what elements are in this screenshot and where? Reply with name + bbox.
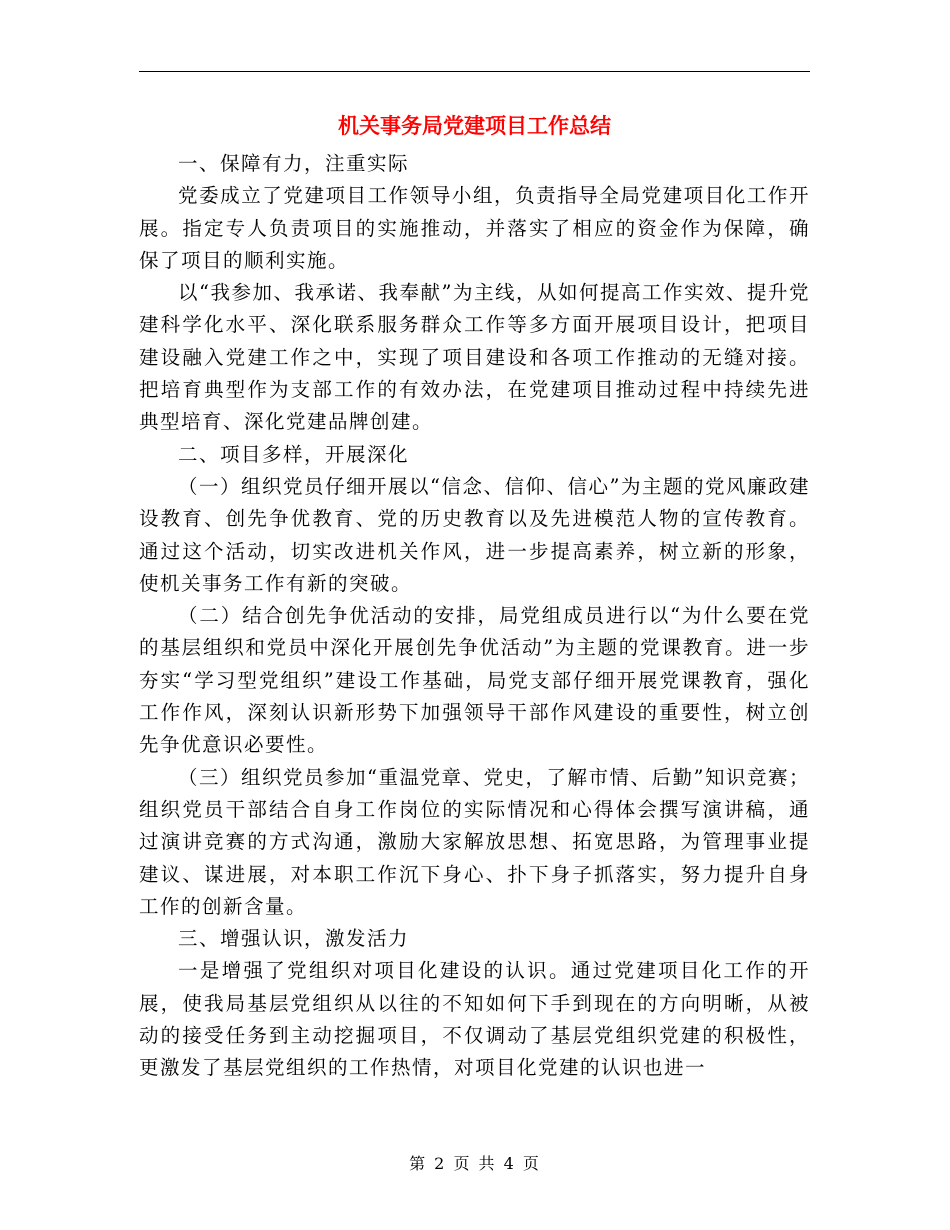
page-number-footer: 第 2 页 共 4 页 xyxy=(409,1154,541,1173)
section-heading-1: 一、保障有力，注重实际 xyxy=(178,152,410,175)
paragraph: （一）组织党员仔细开展以“信念、信仰、信心”为主题的党风廉政建设教育、创先争优教育、党的历史教育以及先进模范人物的宣传教育。通过这个活动，切实改进机关作风，进一步提高素养，树立新的形象，使机关事务工作有新的突破。 xyxy=(139,474,810,595)
section-heading-3: 三、增强认识，激发活力 xyxy=(178,927,410,951)
document-title: 机关事务局党建项目工作总结 xyxy=(338,113,611,138)
paragraph: （三）组织党员参加“重温党章、党史，了解市情、后勤”知识竞赛；组织党员干部结合自身工作岗位的实际情况和心得体会撰写演讲稿，通过演讲竞赛的方式沟通，激励大家解放思想、拓宽思路，为管理事业提建议、谋进展，对本职工作沉下身心、扑下身子抓落实，努力提升自身工作的创新含量。 xyxy=(139,765,810,918)
paragraph: 一是增强了党组织对项目化建设的认识。通过党建项目化工作的开展，使我局基层党组织从以往的不知如何下手到现在的方向明晰，从被动的接受任务到主动挖掘项目，不仅调动了基层党组织党建的积极性，更激发了基层党组织的工作热情，对项目化党建的认识也进一 xyxy=(139,959,810,1080)
paragraph: 以“我参加、我承诺、我奉献”为主线，从如何提高工作实效、提升党建科学化水平、深化联系服务群众工作等多方面开展项目设计，把项目建设融入党建工作之中，实现了项目建设和各项工作推动的无缝对接。把培育典型作为支部工作的有效办法，在党建项目推动过程中持续先进典型培育、深化党建品牌创建。 xyxy=(139,281,810,434)
section-heading-2: 二、项目多样，开展深化 xyxy=(178,442,410,466)
document-body xyxy=(139,148,810,1085)
header-rule xyxy=(139,71,810,72)
paragraph: （二）结合创先争优活动的安排，局党组成员进行以“为什么要在党的基层组织和党员中深化开展创先争优活动”为主题的党课教育。进一步夯实“学习型党组织”建设工作基础，局党支部仔细开展党课教育，强化工作作风，深刻认识新形势下加强领导干部作风建设的重要性，树立创先争优意识必要性。 xyxy=(139,604,810,757)
paragraph: 党委成立了党建项目工作领导小组，负责指导全局党建项目化工作开展。指定专人负责项目的实施推动，并落实了相应的资金作为保障，确保了项目的顺利实施。 xyxy=(139,184,810,272)
